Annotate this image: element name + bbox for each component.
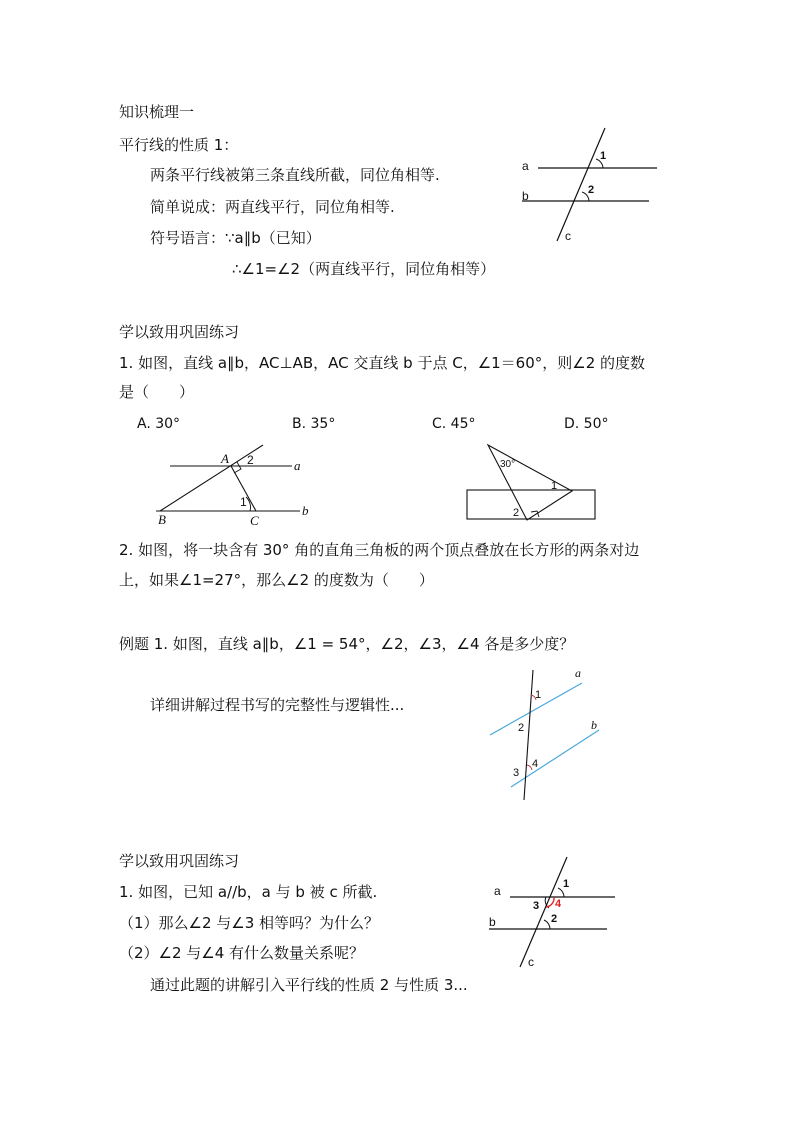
practice-heading-2: 学以致用巩固练习 — [119, 852, 240, 870]
label-c: c — [528, 955, 534, 969]
label-4: 4 — [532, 758, 539, 770]
label-1: 1 — [535, 689, 542, 701]
practice-heading-1: 学以致用巩固练习 — [119, 323, 240, 341]
property-short-form: 简单说成：两直线平行，同位角相等. — [150, 198, 395, 216]
label-b: b — [489, 915, 496, 929]
example-1-title: 例题 1. 如图，直线 a∥b，∠1 = 54°，∠2，∠3，∠4 各是多少度？ — [119, 635, 575, 653]
label-1: 1 — [563, 878, 570, 890]
property-title: 平行线的性质 1： — [119, 136, 239, 154]
option-b: B. 35° — [292, 416, 336, 432]
question-2-line-1: 2. 如图，将一块含有 30° 角的直角三角板的两个顶点叠放在长方形的两条对边 — [119, 541, 640, 559]
practice-2-sub-question-1: （1）那么∠2 与∠3 相等吗？为什么？ — [119, 914, 380, 932]
label-c: c — [565, 229, 571, 243]
practice-2-note: 通过此题的讲解引入平行线的性质 2 与性质 3... — [150, 976, 468, 994]
label-a: a — [575, 666, 581, 680]
label-4-red: 4 — [555, 898, 562, 910]
option-c: C. 45° — [432, 416, 476, 432]
label-2: 2 — [588, 184, 595, 196]
practice-2-sub-question-2: （2）∠2 与∠4 有什么数量关系呢？ — [119, 944, 365, 962]
section-heading-knowledge: 知识梳理一 — [119, 103, 195, 121]
label-2: 2 — [513, 507, 520, 519]
option-a: A. 30° — [137, 416, 181, 432]
example-1-note: 详细讲解过程书写的完整性与逻辑性... — [150, 696, 405, 714]
label-30-degrees: 30° — [500, 459, 516, 470]
practice-2-question-1: 1. 如图，已知 a//b，a 与 b 被 c 所截. — [119, 883, 378, 901]
label-b: b — [591, 718, 597, 732]
label-2: 2 — [551, 913, 558, 925]
label-1: 1 — [240, 495, 247, 509]
label-2: 2 — [518, 722, 525, 734]
line-c — [520, 857, 570, 967]
option-d: D. 50° — [564, 416, 609, 432]
label-b: b — [302, 503, 309, 518]
label-a: a — [522, 159, 529, 173]
angle-arc-2 — [544, 920, 550, 929]
question-2-line-2: 上，如果∠1=27°，那么∠2 的度数为（ ） — [119, 571, 434, 589]
label-a: a — [294, 458, 301, 473]
question-1-line-1: 1. 如图，直线 a∥b，AC⊥AB，AC 交直线 b 于点 C，∠1＝60°，则∠2 的度数 — [119, 354, 646, 372]
label-3: 3 — [533, 900, 540, 912]
point-C: C — [250, 513, 259, 528]
label-2: 2 — [247, 453, 254, 467]
symbol-language-given: 符号语言：∵a∥b（已知） — [150, 229, 321, 247]
point-B: B — [158, 512, 166, 527]
label-1: 1 — [600, 150, 607, 162]
label-1: 1 — [551, 480, 558, 492]
label-b: b — [522, 189, 529, 203]
label-a: a — [494, 884, 501, 898]
question-1-line-2: 是（ ） — [119, 383, 195, 401]
label-3: 3 — [513, 767, 520, 779]
point-A: A — [221, 451, 229, 466]
symbol-language-conclusion: ∴∠1=∠2（两直线平行，同位角相等） — [232, 260, 496, 278]
property-statement: 两条平行线被第三条直线所截，同位角相等. — [150, 166, 440, 184]
